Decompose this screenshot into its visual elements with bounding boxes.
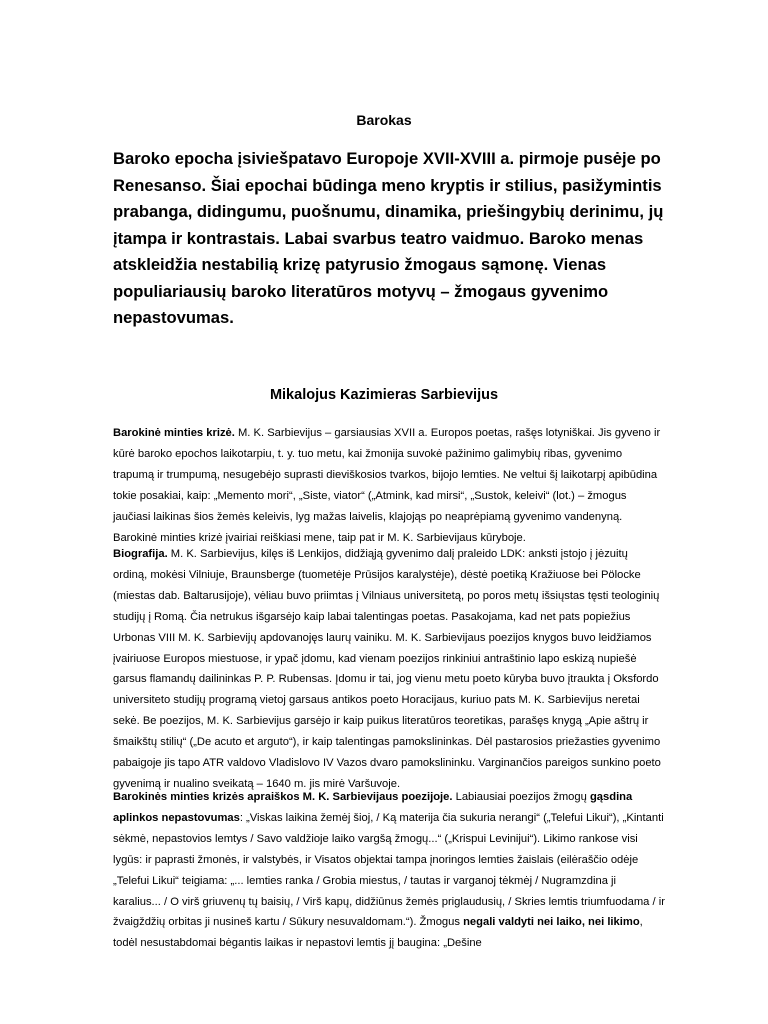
paragraph-lead: Barokinė minties krizė. (113, 427, 235, 439)
paragraph-text: M. K. Sarbievijus, kilęs iš Lenkijos, didžiąją gyvenimo dalį praleido LDK: anksti įstojo į jėzuitų ordiną, mokėsi Vilniuje, Braunsberge (tuometėje Prūsijos karalystėje), dėstė poetiką Kražiuose bei Pölocke (miestas dab. Baltarusijoje), vėliau buvo priimtas į Vilniaus universitetą, po poros metų išsiųstas tęsti teologinių studijų į Romą. Čia netrukus išgarsėjo kaip labai talentingas poetas. Pasakojama, kad net pats popiežius Urbonas VIII M. K. Sarbievijų apdovanojęs laurų vainiku. M. K. Sarbievijaus poezijos knygos buvo leidžiamos įvairiuose Europos miestuose, ir ypač įdomu, kad vienam poezijos rinkiniui antraštinio lapo eskizą nupiešė garsus flamandų dailininkas P. P. Rubensas. Įdomu ir tai, jog vienu metu poeto kūryba buvo įtraukta į Oksfordo universiteto studijų programą vietoj garsaus antikos poeto Horacijaus, kuriuo pats M. K. Sarbievijus neretai sekė. Be poezijos, M. K. Sarbievijus garsėjo ir kaip puikus literatūros teoretikas, parašęs knygą „Apie aštrų ir šmaikštų stilių“ („De acuto et arguto“), ir kaip talentingas pamokslininkas. Dėl pastarosios priežasties gyvenimo pabaigoje jis tapo ATR valdovo Vladislovo IV Vazos dvaro pamokslininku. Varginančios pareigos sunkino poeto gyvenimą ir nualino sveikatą – 1640 m. jis mirė Varšuvoje. (113, 548, 661, 790)
paragraph-baroque-crisis (113, 423, 665, 548)
paragraph-crisis-manifestations (113, 787, 665, 954)
paragraph-lead: Barokinės minties krizės apraiškos M. K. Sarbievijaus poezijoje. (113, 791, 453, 803)
intro-paragraph: Baroko epocha įsiviešpatavo Europoje XVII-XVIII a. pirmoje pusėje po Renesanso. Šiai epochai būdinga meno kryptis ir stilius, pasižymintis prabanga, didingumu, puošnumu, dinamika, priešingybių derinimu, jų įtampa ir kontrastais. Labai svarbus teatro vaidmuo. Baroko menas atskleidžia nestabilią krizę patyrusio žmogaus sąmonę. Vienas populiariausių baroko literatūros motyvų – žmogaus gyvenimo nepastovumas. (113, 149, 664, 327)
section-title: Mikalojus Kazimieras Sarbievijus (269, 387, 499, 403)
emphasis-text: negali valdyti nei laiko, nei likimo (463, 916, 640, 929)
paragraph-text: Labiausiai poezijos žmogų (452, 791, 590, 803)
paragraph-text: : „Viskas laikina žemėj šioj, / Ką materija čia sukuria nerangi“ („Telefui Likui“), „Kintanti sėkmė, nepastovios lemtys / Savo valdžioje laiko vargšą žmogų...“ („Krispui Levinijui“). Likimo rankose visi lygūs: ir paprasti žmonės, ir valstybės, ir Visatos objektai tampa įnoringos lemties žaislais (eilėraščio odėje „Telefui Likui“ teigiama: „... lemties ranka / Grobia miestus, / tautas ir varganoj tėkmėj / Nugramzdina ji karalius... / O virš griuvenų tų baisių, / Virš kapų, didžiūnus žemės priglaudusių, / Skries lemtis triumfuodama / ir žvaigždžių orbitas ji nusineš kartu / Sūkury nesuvaldomam.“). Žmogus (113, 811, 665, 929)
emphasis-text: gąsdina aplinkos nepastovumas (113, 791, 633, 824)
paragraph-lead: Biografija. (113, 548, 168, 560)
document-title: Barokas (356, 112, 412, 128)
paragraph-biography (113, 544, 665, 795)
paragraph-text: M. K. Sarbievijus – garsiausias XVII a. Europos poetas, rašęs lotyniškai. Jis gyveno ir kūrė baroko epochos laikotarpiu, t. y. tuo metu, kai žmonija suvokė pažinimo galimybių ribas, gyvenimo trapumą ir trumpumą, nesugebėjo suprasti dieviškosios tvarkos, bijojo lemties. Ne veltui šį laikotarpį apibūdina tokie posakiai, kaip: „Memento mori“, „Siste, viator“ („Atmink, kad mirsi“, „Sustok, keleivi“ (lot.) – žmogus jaučiasi laikinas šios žemės keleivis, lyg mažas laivelis, klajojąs po neaprėpiamą gyvenimo vandenyną. Barokinė minties krizė įvairiai reiškiasi mene, taip pat ir M. K. Sarbievijaus kūryboje. (113, 427, 661, 544)
paragraph-text: , todėl nesustabdomai bėgantis laikas ir nepastovi lemtis jį baugina: „Dešine (113, 916, 643, 950)
